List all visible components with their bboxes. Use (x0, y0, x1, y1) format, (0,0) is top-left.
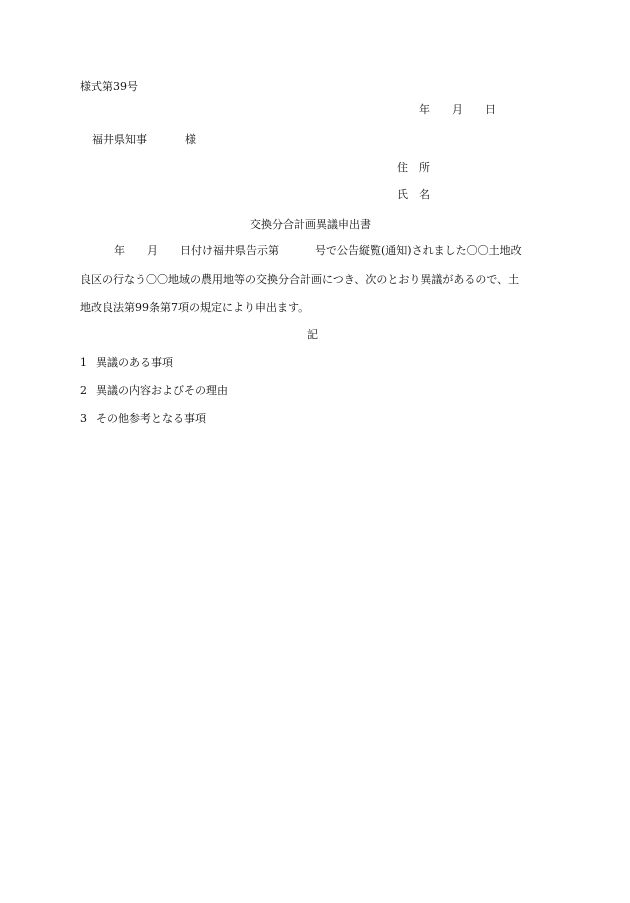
body-line-2: 良区の行なう〇〇地域の農用地等の交換分合計画につき、次のとおり異議があるので、土 (80, 273, 520, 286)
addressee-honorific: 様 (185, 133, 196, 146)
date-day-label: 日 (485, 103, 496, 116)
name-label: 氏 名 (397, 188, 430, 201)
body-text-a: 日付け福井県告示第 (180, 244, 279, 257)
list-item (80, 384, 228, 398)
item-text: その他参考となる事項 (96, 412, 206, 425)
item-text: 異議の内容およびその理由 (96, 384, 228, 397)
list-item (80, 356, 173, 370)
date-line (419, 103, 496, 117)
item-number: 2 (80, 384, 87, 397)
item-text: 異議のある事項 (96, 356, 173, 369)
ki-heading: 記 (307, 328, 318, 341)
document-title: 交換分合計画異議申出書 (250, 218, 371, 231)
item-number: 3 (80, 412, 87, 425)
addressee-name: 福井県知事 (92, 133, 147, 146)
body-month-label: 月 (147, 244, 158, 257)
body-year-label: 年 (114, 244, 125, 257)
addressee-line (92, 133, 196, 147)
list-item (80, 412, 206, 426)
form-number: 様式第39号 (80, 80, 138, 93)
body-text-b: 号で公告縦覧(通知)されました〇〇土地改 (315, 244, 522, 257)
date-year-label: 年 (419, 103, 430, 116)
address-label: 住 所 (397, 161, 430, 174)
date-month-label: 月 (452, 103, 463, 116)
body-line-3: 地改良法第99条第7項の規定により申出ます。 (80, 301, 310, 314)
body-line-1 (80, 244, 522, 258)
item-number: 1 (80, 356, 87, 369)
